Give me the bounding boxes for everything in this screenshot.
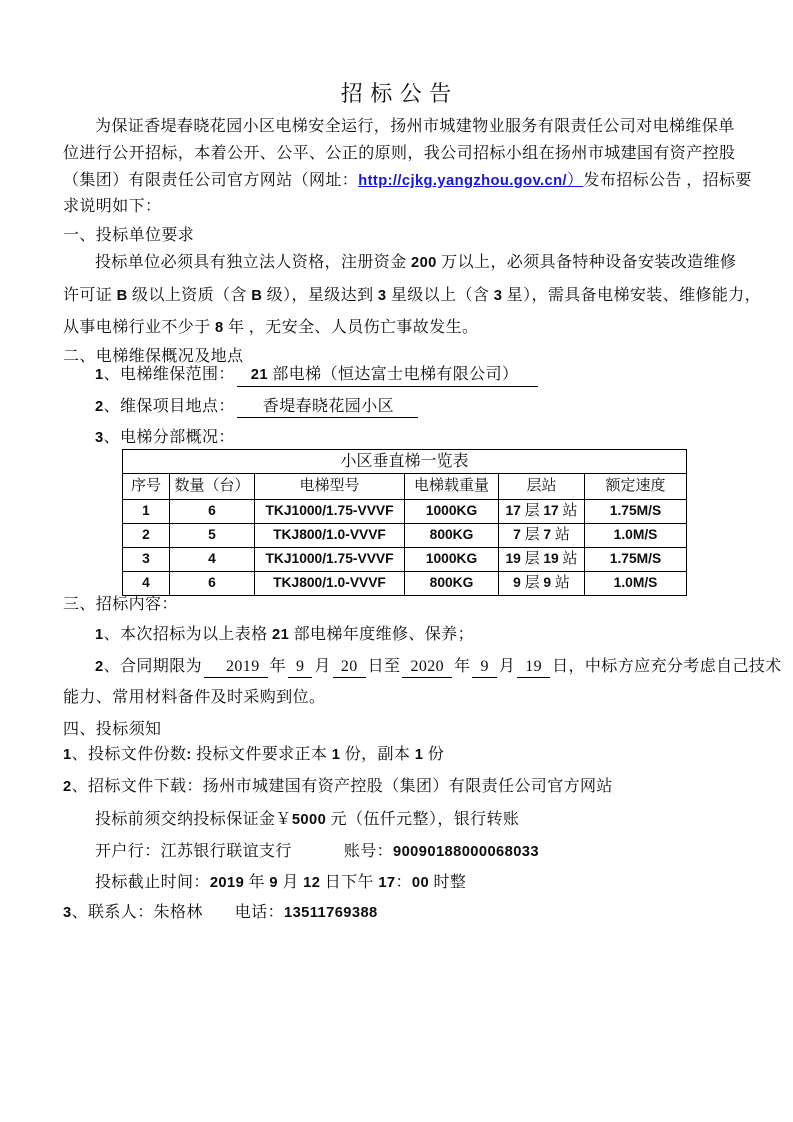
maintenance-scope-value: 21 部电梯（恒达富士电梯有限公司） [237, 365, 539, 387]
section2-heading: 二、电梯维保概况及地点 [63, 348, 244, 365]
table-header-cell: 额定速度 [585, 474, 687, 500]
elevator-overview-label: 3、电梯分部概况： [95, 429, 235, 446]
table-cell: 800KG [405, 572, 499, 596]
table-cell: 1.0M/S [585, 572, 687, 596]
maintenance-scope-label: 1、电梯维保范围： [95, 366, 235, 383]
contact-name: 3、联系人：朱格林 [63, 904, 203, 921]
table-row [123, 500, 687, 524]
table-cell: 4 [170, 548, 255, 572]
bid-copies-line: 1、投标文件份数: 投标文件要求正本 1 份，副本 1 份 [63, 746, 445, 763]
section1-line-3: 从事电梯行业不少于 8 年 ，无安全、人员伤亡事故发生。 [63, 319, 479, 336]
date-sep: 月 [498, 658, 516, 675]
table-cell: 5 [170, 524, 255, 548]
project-location-label: 2、维保项目地点： [95, 398, 235, 415]
table-cell: 6 [170, 500, 255, 524]
table-cell: 1.0M/S [585, 524, 687, 548]
section3-item-1: 1、本次招标为以上表格 21 部电梯年度维修、保养； [95, 626, 474, 643]
table-cell: 800KG [405, 524, 499, 548]
table-header-cell: 数量（台） [170, 474, 255, 500]
contract-start-month: 9 [288, 657, 312, 678]
table-cell: 2 [123, 524, 170, 548]
account-number: 账号：90090188000068033 [343, 843, 539, 860]
website-link[interactable]: http://cjkg.yangzhou.gov.cn/） [358, 172, 584, 189]
section1-line-2: 许可证 B 级以上资质（含 B 级），星级达到 3 星级以上（含 3 星），需具备电梯安装、维修能力， [63, 287, 762, 304]
section4-heading: 四、投标须知 [63, 721, 162, 738]
table-cell: 1000KG [405, 500, 499, 524]
date-sep: 年 [269, 658, 287, 675]
elevator-table [122, 449, 687, 596]
section3-item-2-line-2: 能力、常用材料备件及时采购到位。 [63, 689, 326, 706]
table-caption: 小区垂直梯一览表 [123, 450, 687, 474]
table-cell: 9 层 9 站 [499, 572, 585, 596]
contract-end-year: 2020 [402, 657, 452, 678]
contact-line [63, 903, 378, 923]
deposit-line: 投标前须交纳投标保证金￥5000 元（伍仟元整），银行转账 [95, 811, 520, 828]
bank-name: 开户行：江苏银行联谊支行 [95, 843, 292, 860]
contract-period-pre: 2、合同期限为 [95, 658, 202, 675]
page-title: 招 标 公 告 [340, 81, 453, 106]
section1-heading: 一、投标单位要求 [63, 227, 195, 244]
table-cell: 19 层 19 站 [499, 548, 585, 572]
contract-period-tail: 日，中标方应充分考虑自己技术 [552, 658, 782, 675]
table-cell: TKJ800/1.0-VVVF [255, 524, 405, 548]
table-cell: 3 [123, 548, 170, 572]
intro-line-1: 为保证香堤春晓花园小区电梯安全运行，扬州市城建物业服务有限责任公司对电梯维保单 [95, 118, 735, 135]
intro-line-3-pre: （集团）有限责任公司官方网站（网址： [63, 172, 359, 189]
table-row [123, 572, 687, 596]
contract-end-day: 19 [517, 657, 550, 678]
table-cell: 7 层 7 站 [499, 524, 585, 548]
table-header-cell: 电梯型号 [255, 474, 405, 500]
table-cell: 6 [170, 572, 255, 596]
date-sep: 日至 [367, 658, 401, 675]
download-line: 2、招标文件下载：扬州市城建国有资产控股（集团）有限责任公司官方网站 [63, 778, 613, 795]
date-sep: 年 [454, 658, 471, 675]
intro-line-4: 求说明如下： [63, 198, 162, 215]
date-sep: 月 [314, 658, 331, 675]
table-cell: 1.75M/S [585, 500, 687, 524]
table-cell: 1.75M/S [585, 548, 687, 572]
section3-heading: 三、招标内容： [63, 596, 178, 613]
table-header-cell: 电梯载重量 [405, 474, 499, 500]
deadline-line: 投标截止时间：2019 年 9 月 12 日下午 17：00 时整 [95, 874, 467, 891]
intro-line-3-post: 发布招标公告 ，招标要 [583, 172, 752, 189]
contract-start-year: 2019 [204, 657, 268, 678]
table-row [123, 524, 687, 548]
maintenance-scope-line [95, 365, 540, 387]
intro-line-3 [63, 171, 752, 191]
table-cell: 1000KG [405, 548, 499, 572]
contract-start-day: 20 [333, 657, 366, 678]
contract-period-line [95, 657, 782, 678]
section1-line-1: 投标单位必须具有独立法人资格，注册资金 200 万以上，必须具备特种设备安装改造维修 [95, 254, 737, 271]
table-cell: TKJ1000/1.75-VVVF [255, 548, 405, 572]
intro-line-2: 位进行公开招标，本着公开、公平、公正的原则，我公司招标小组在扬州市城建国有资产控股 [63, 145, 736, 162]
contact-phone: 电话：13511769388 [234, 904, 378, 921]
table-cell: 17 层 17 站 [499, 500, 585, 524]
project-location-value: 香堤春晓花园小区 [237, 397, 418, 418]
contract-end-month: 9 [472, 657, 496, 678]
table-cell: 1 [123, 500, 170, 524]
table-row [123, 548, 687, 572]
table-cell: 4 [123, 572, 170, 596]
project-location-line [95, 397, 420, 418]
table-cell: TKJ800/1.0-VVVF [255, 572, 405, 596]
table-header-cell: 序号 [123, 474, 170, 500]
bank-line [95, 842, 539, 862]
table-header-cell: 层站 [499, 474, 585, 500]
table-cell: TKJ1000/1.75-VVVF [255, 500, 405, 524]
